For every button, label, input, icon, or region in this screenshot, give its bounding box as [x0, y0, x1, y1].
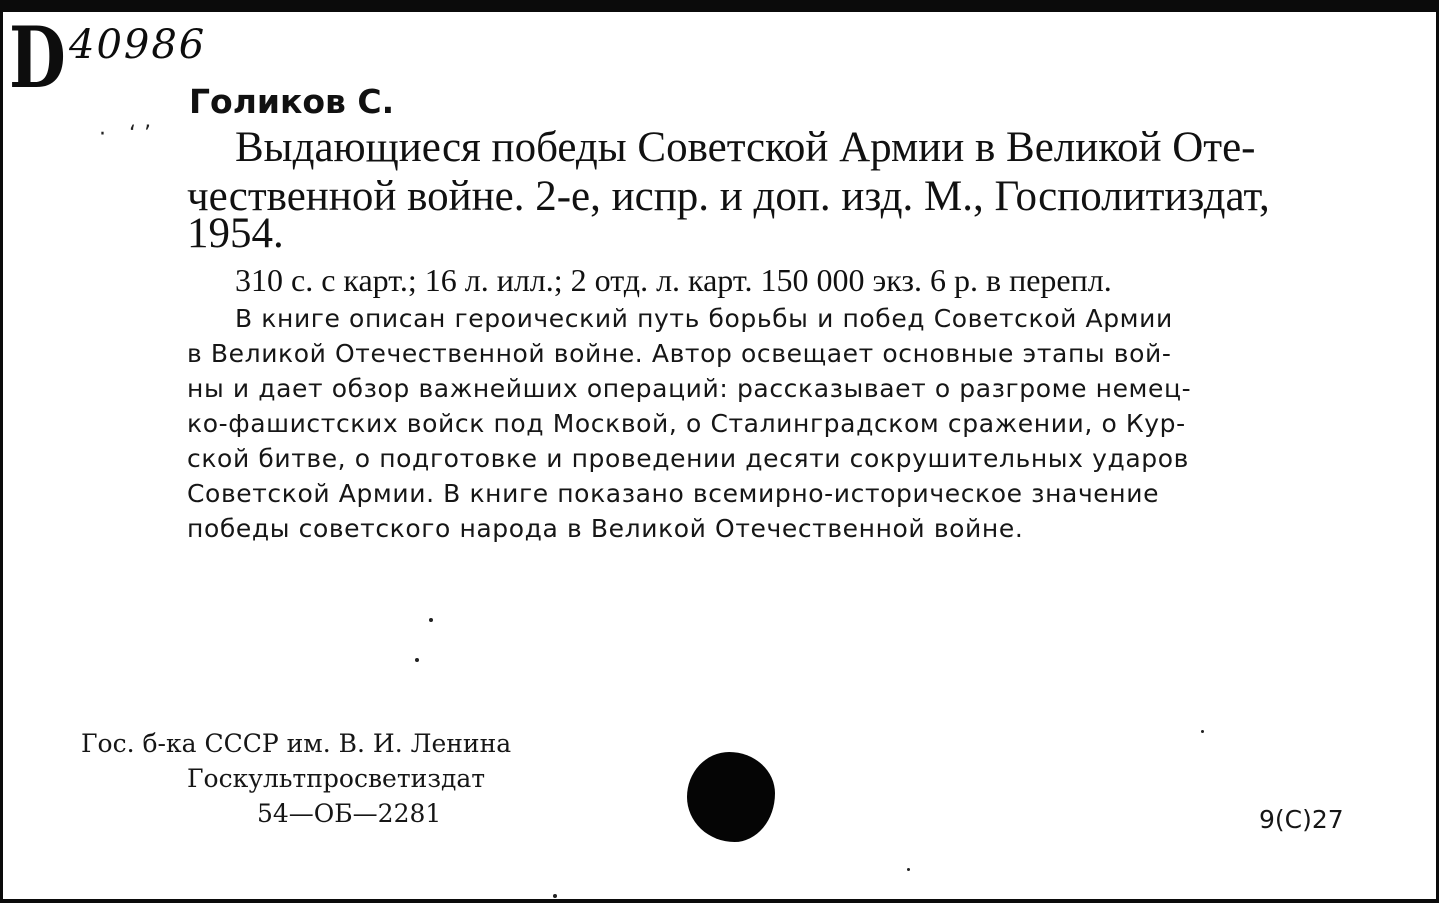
- annotation-line-7: победы советского народа в Великой Отечественной войне.: [187, 514, 1024, 543]
- footer-card-number: 54—ОБ—2281: [257, 799, 442, 828]
- ink-speck: [553, 894, 557, 898]
- classification-code: 9(С)27: [1259, 805, 1344, 834]
- ink-speck: [415, 658, 419, 662]
- title-line-3: 1954.: [187, 210, 284, 257]
- annotation-line-2: в Великой Отечественной войне. Автор освещает основные этапы вой-: [187, 339, 1172, 368]
- ink-speck: [1201, 730, 1204, 733]
- physical-description: 310 с. с карт.; 16 л. илл.; 2 отд. л. карт. 150 000 экз. 6 р. в перепл.: [235, 262, 1112, 298]
- author-heading: Голиков С.: [189, 82, 395, 121]
- annotation-line-5: ской битве, о подготовке и проведении десяти сокрушительных ударов: [187, 444, 1189, 473]
- punch-hole: [687, 752, 775, 842]
- title-line-2: чественной войне. 2-е, испр. и доп. изд. М., Госполитиздат,: [187, 173, 1270, 220]
- annotation-line-3: ны и дает обзор важнейших операций: рассказывает о разгроме немец-: [187, 374, 1192, 403]
- call-number-digits: 40986: [69, 22, 207, 68]
- footer-publisher: Госкультпросветиздат: [187, 764, 486, 793]
- annotation-line-1: В книге описан героический путь борьбы и побед Советской Армии: [235, 304, 1173, 333]
- call-number-letter: D: [9, 8, 66, 107]
- annotation-line-6: Советской Армии. В книге показано всемирно-историческое значение: [187, 479, 1160, 508]
- ink-speck: [907, 868, 910, 871]
- annotation-line-4: ко-фашистских войск под Москвой, о Сталинградском сражении, о Кур-: [187, 409, 1186, 438]
- title-line-1: Выдающиеся победы Советской Армии в Великой Оте-: [235, 124, 1256, 171]
- handwritten-call-number: [9, 8, 207, 107]
- ink-speck: [429, 618, 433, 622]
- stamp-marks: · ‘’: [99, 122, 159, 147]
- footer-library: Гос. б-ка СССР им. В. И. Ленина: [81, 729, 512, 758]
